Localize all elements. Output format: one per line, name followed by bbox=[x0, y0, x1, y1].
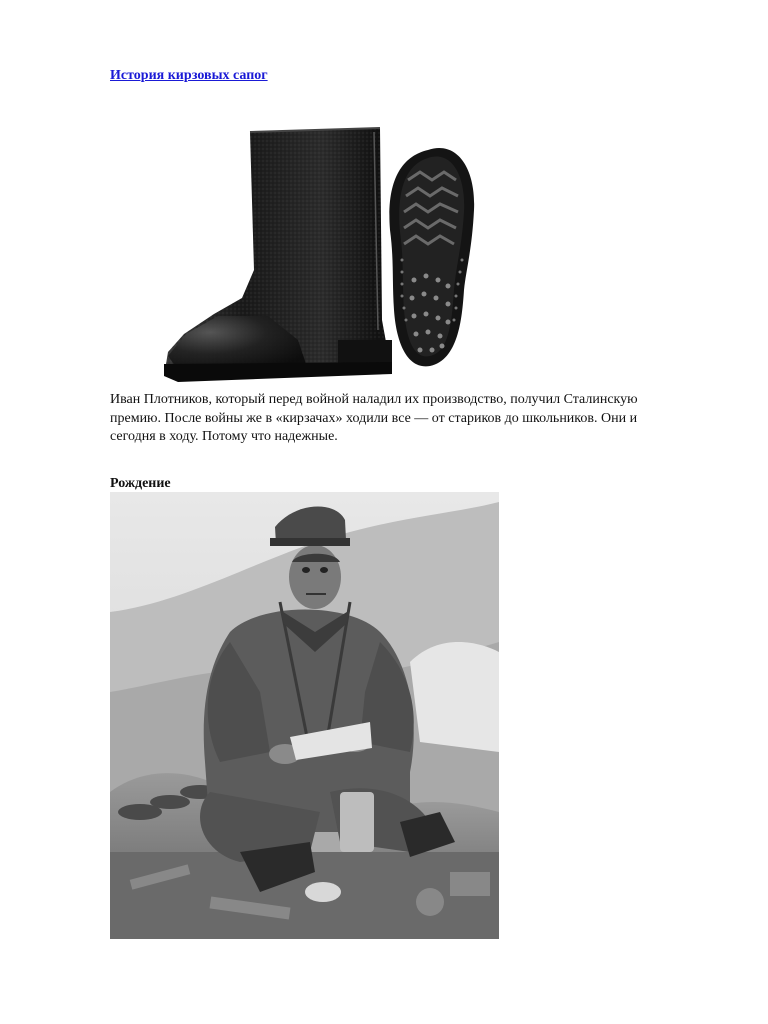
section-heading: Рождение bbox=[110, 476, 171, 491]
soldier-photo bbox=[110, 492, 499, 939]
paragraph-line: Иван Плотников, который перед войной наладил их производство, получил Сталинскую bbox=[110, 392, 638, 407]
title-link[interactable]: История кирзовых сапог bbox=[110, 68, 268, 83]
boots-image bbox=[158, 120, 518, 388]
intro-paragraph bbox=[110, 391, 710, 447]
paragraph-line: сегодня в ходу. Потому что надежные. bbox=[110, 429, 338, 444]
paragraph-line: премию. После войны же в «кирзачах» ходили все — от стариков до школьников. Они и bbox=[110, 410, 638, 426]
